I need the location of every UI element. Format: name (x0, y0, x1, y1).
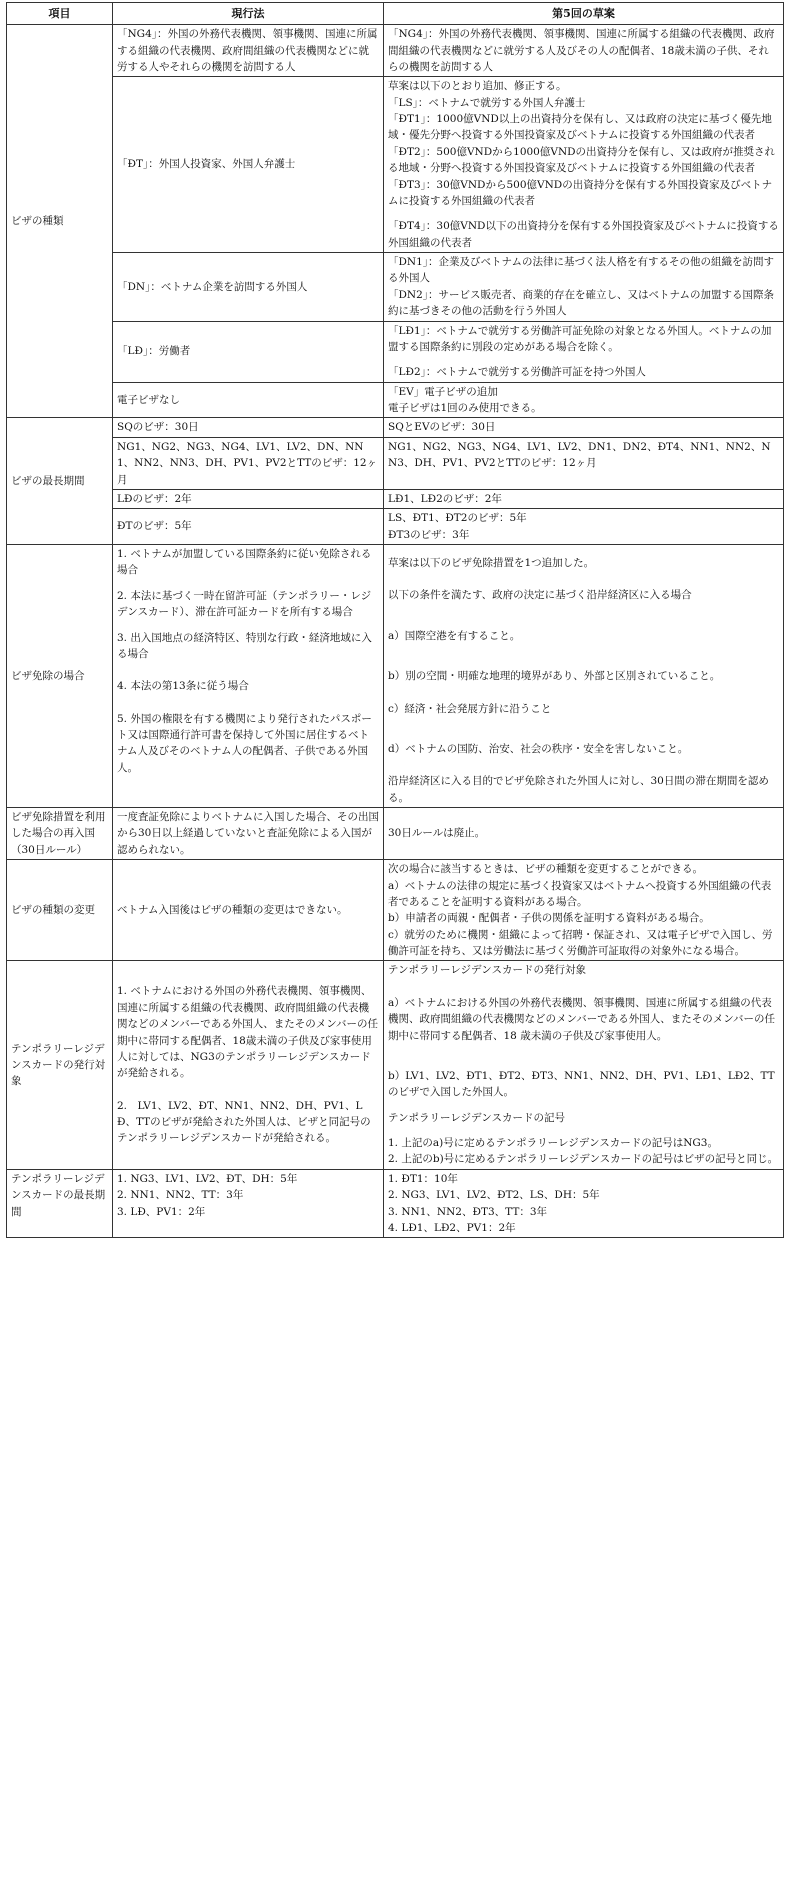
draft-dt-cell (384, 77, 784, 253)
current-ld-period: LĐのビザ：2年 (113, 489, 384, 508)
draft-trc-title: テンポラリーレジデンスカードの発行対象 (388, 964, 586, 977)
current-dn: 「DN」：ベトナム企業を訪問する外国人 (113, 253, 384, 322)
table-row (7, 382, 784, 418)
current-exemption-3: 3. 出入国地点の経済特区、特別な行政・経済地域に入る場合 (117, 631, 372, 660)
draft-trc-period-2: 2. NG3、LV1、LV2、ĐT2、LS、DH：5年 (388, 1189, 600, 1202)
current-ev: 電子ビザなし (113, 382, 384, 418)
table-row (7, 418, 784, 437)
current-trc-2: 2. LV1、LV2、ĐT、NN1、NN2、DH、PV1、LĐ、TTのビザが発給された外国人は、ビザと同記号のテンポラリーレジデンスカードが発給される。 (117, 1099, 371, 1145)
current-exemption-5: 5. 外国の権限を有する機関により発行されたパスポート又は国際通行許可書を保持して外国に居住するベトナム人及びそのベトナム人の配偶者、子供である外国人。 (117, 712, 372, 774)
draft-exemption-c: c）経済・社会発展方針に沿うこと (388, 702, 552, 715)
category-reentry: ビザ免除措置を利用した場合の再入国（30日ルール） (7, 808, 113, 860)
draft-ev-line1: 「EV」電子ビザの追加 (388, 385, 498, 398)
header-current-law: 現行法 (113, 3, 384, 25)
draft-dt-period-line2: ĐT3のビザ：3年 (388, 528, 470, 541)
draft-dt-intro: 草案は以下のとおり追加、修正する。 (388, 80, 567, 93)
draft-dt3: 「ĐT3」：30億VNDから500億VNDの出資持分を保有する外国投資家及びベトナムに投資する外国組織の代表者 (388, 178, 773, 207)
current-trc-period-2: 2. NN1、NN2、TT：3年 (117, 1189, 244, 1202)
draft-exemption-b: b）別の空間・明確な地理的境界があり、外部と区別されていること。 (388, 670, 721, 683)
table-row (7, 1169, 784, 1238)
header-row (7, 3, 784, 25)
table-row (7, 253, 784, 322)
draft-change-c: c）就労のために機関・組織によって招聘・保証され、又は電子ビザで入国し、労働許可証を持ち、又は労働法に基づく労働許可証取得の対象外になる場合。 (388, 928, 773, 958)
draft-dt4: 「ĐT4」：30億VND以下の出資持分を保有する外国投資家及びベトナムに投資する外国組織の代表者 (388, 220, 779, 249)
header-draft: 第5回の草案 (384, 3, 784, 25)
draft-exemption-d: d）ベトナムの国防、治安、社会の秩序・安全を害しないこと。 (388, 742, 689, 755)
draft-dt-period-line1: LS、ĐT1、ĐT2のビザ：5年 (388, 512, 527, 525)
draft-ng4: 「NG4」：外国の外務代表機関、領事機関、国連に所属する組織の代表機関、政府間組織の代表機関などに就労する人及びその人の配偶者、18歳未満の子供、それらの機関を訪問する人 (384, 25, 784, 77)
table-row (7, 545, 784, 808)
table-row (7, 25, 784, 77)
draft-change-a: a）ベトナムの法律の規定に基づく投資家又はベトナムへ投資する外国組織の代表者であることを証明する資料がある場合。 (388, 879, 772, 908)
draft-change-b: b）申請者の両親・配偶者・子供の関係を証明する資料がある場合。 (388, 912, 710, 925)
current-trc-period-1: 1. NG3、LV1、LV2、ĐT、DH：5年 (117, 1172, 298, 1185)
draft-change-intro: 次の場合に該当するときは、ビザの種類を変更することができる。 (388, 863, 703, 876)
draft-ev-cell (384, 382, 784, 418)
draft-dt1: 「ĐT1」：1000億VND以上の出資持分を保有し、又は政府の決定に基づく優先地域・優先分野へ投資する外国投資家及びベトナムに投資する外国組織の代表者 (388, 113, 772, 142)
draft-exemption-last: 沿岸経済区に入る目的でビザ免除された外国人に対し、30日間の滞在期間を認める。 (388, 775, 769, 804)
table-row (7, 489, 784, 508)
current-change: ベトナム入国後はビザの種類の変更はできない。 (113, 860, 384, 961)
table-row (7, 437, 784, 489)
category-change: ビザの種類の変更 (7, 860, 113, 961)
draft-exemption-intro: 草案は以下のビザ免除措置を1つ追加した。 (388, 557, 595, 570)
draft-trc-period-4: 4. LĐ1、LĐ2、PV1：2年 (388, 1221, 516, 1234)
current-trc-1: 1. ベトナムにおける外国の外務代表機関、領事機関、国連に所属する組織の代表機関、政府間組織の代表機関などのメンバーである外国人、またそのメンバーの任期中に帯同する配偶者、18歳未満の子供及び家事使用人に対しては、NG3のテンポラリーレジデンスカードが発給される。 (117, 985, 379, 1080)
current-dt: 「ĐT」：外国人投資家、外国人弁護士 (113, 77, 384, 253)
category-trc: テンポラリーレジデンスカードの発行対象 (7, 961, 113, 1169)
draft-trc-b: b）LV1、LV2、ĐT1、ĐT2、ĐT3、NN1、NN2、DH、PV1、LĐ1、LĐ2、TTのビザで入国した外国人。 (388, 1069, 775, 1099)
table-row (7, 77, 784, 253)
draft-trc-1: 1. 上記のa)号に定めるテンポラリーレジデンスカードの記号はNG3。 (388, 1137, 718, 1150)
draft-dn2: 「DN2」：サービス販売者、商業的存在を確立し、又はベトナムの加盟する国際条約に基づきその他の活動を行う外国人 (388, 288, 775, 318)
draft-sq: SQとEVのビザ：30日 (384, 418, 784, 437)
draft-dn1: 「DN1」：企業及びベトナムの法律に基づく法人格を有するその他の組織を訪問する外国人 (388, 256, 775, 285)
category-visa-types: ビザの種類 (7, 25, 113, 418)
current-ld: 「LĐ」：労働者 (113, 321, 384, 382)
current-trc-period-3: 3. LĐ、PV1：2年 (117, 1205, 206, 1218)
draft-change-cell (384, 860, 784, 961)
draft-exemption-condition: 以下の条件を満たす、政府の決定に基づく沿岸経済区に入る場合 (388, 589, 692, 602)
category-max-period: ビザの最長期間 (7, 418, 113, 545)
header-item: 項目 (7, 3, 113, 25)
draft-dt-period-cell (384, 509, 784, 545)
table-row (7, 860, 784, 961)
draft-ev-line2: 電子ビザは1回のみ使用できる。 (388, 402, 542, 415)
draft-ld-cell (384, 321, 784, 382)
current-exemption-cell (113, 545, 384, 808)
current-exemption-1: 1. ベトナムが加盟している国際条約に従い免除される場合 (117, 548, 372, 577)
draft-12-months: NG1、NG2、NG3、NG4、LV1、LV2、DN1、DN2、ĐT4、NN1、NN2、NN3、DH、PV1、PV2とTTのビザ：12ヶ月 (384, 437, 784, 489)
draft-ld2: 「LĐ2」：ベトナムで就労する労働許可証を持つ外国人 (388, 366, 646, 379)
table-row (7, 808, 784, 860)
draft-dn-cell (384, 253, 784, 322)
draft-trc-cell (384, 961, 784, 1169)
current-12-months: NG1、NG2、NG3、NG4、LV1、LV2、DN、NN1、NN2、NN3、DH、PV1、PV2とTTのビザ：12ヶ月 (113, 437, 384, 489)
current-trc-period-cell (113, 1169, 384, 1238)
draft-trc-period-3: 3. NN1、NN2、ĐT3、TT：3年 (388, 1205, 548, 1218)
comparison-table (6, 2, 784, 1238)
draft-reentry: 30日ルールは廃止。 (384, 808, 784, 860)
draft-ld-period: LĐ1、LĐ2のビザ：2年 (384, 489, 784, 508)
draft-ld1: 「LĐ1」：ベトナムで就労する労働許可証免除の対象となる外国人。ベトナムの加盟する国際条約に別段の定めがある場合を除く。 (388, 324, 772, 353)
draft-trc-symbol-title: テンポラリーレジデンスカードの記号 (388, 1111, 565, 1124)
draft-exemption-a: a）国際空港を有すること。 (388, 629, 521, 642)
category-exemption: ビザ免除の場合 (7, 545, 113, 808)
draft-trc-2: 2. 上記のb)号に定めるテンポラリーレジデンスカードの記号はビザの記号と同じ。 (388, 1153, 779, 1166)
current-ng4: 「NG4」：外国の外務代表機関、領事機関、国連に所属する組織の代表機関、政府間組織の代表機関などに就労する人やそれらの機関を訪問する人 (113, 25, 384, 77)
table-row (7, 321, 784, 382)
draft-trc-period-1: 1. ĐT1：10年 (388, 1172, 458, 1185)
current-sq: SQのビザ：30日 (113, 418, 384, 437)
draft-dt2: 「ĐT2」：500億VNDから1000億VNDの出資持分を保有し、又は政府が推奨される地域・分野へ投資する外国投資家及びベトナムに投資する外国組織の代表者 (388, 145, 776, 175)
current-reentry: 一度査証免除によりベトナムに入国した場合、その出国から30日以上経過していないと査証免除による入国が認められない。 (113, 808, 384, 860)
table-row (7, 509, 784, 545)
current-trc-cell (113, 961, 384, 1169)
draft-exemption-cell (384, 545, 784, 808)
current-exemption-4: 4. 本法の第13条に従う場合 (117, 680, 249, 693)
table-row (7, 961, 784, 1169)
current-dt-period: ĐTのビザ：5年 (113, 509, 384, 545)
current-exemption-2: 2. 本法に基づく一時在留許可証（テンポラリー・レジデンスカード）、滞在許可証カードを所有する場合 (117, 589, 372, 619)
draft-ls: 「LS」：ベトナムで就労する外国人弁護士 (388, 96, 586, 109)
draft-trc-a: a）ベトナムにおける外国の外務代表機関、領事機関、国連に所属する組織の代表機関、政府間組織の代表機関などのメンバーである外国人、またそのメンバーの任期中に帯同する配偶者、18 歳未満の子供及び家事使用人。 (388, 996, 776, 1042)
draft-trc-period-cell (384, 1169, 784, 1238)
category-trc-period: テンポラリーレジデンスカードの最長期間 (7, 1169, 113, 1238)
